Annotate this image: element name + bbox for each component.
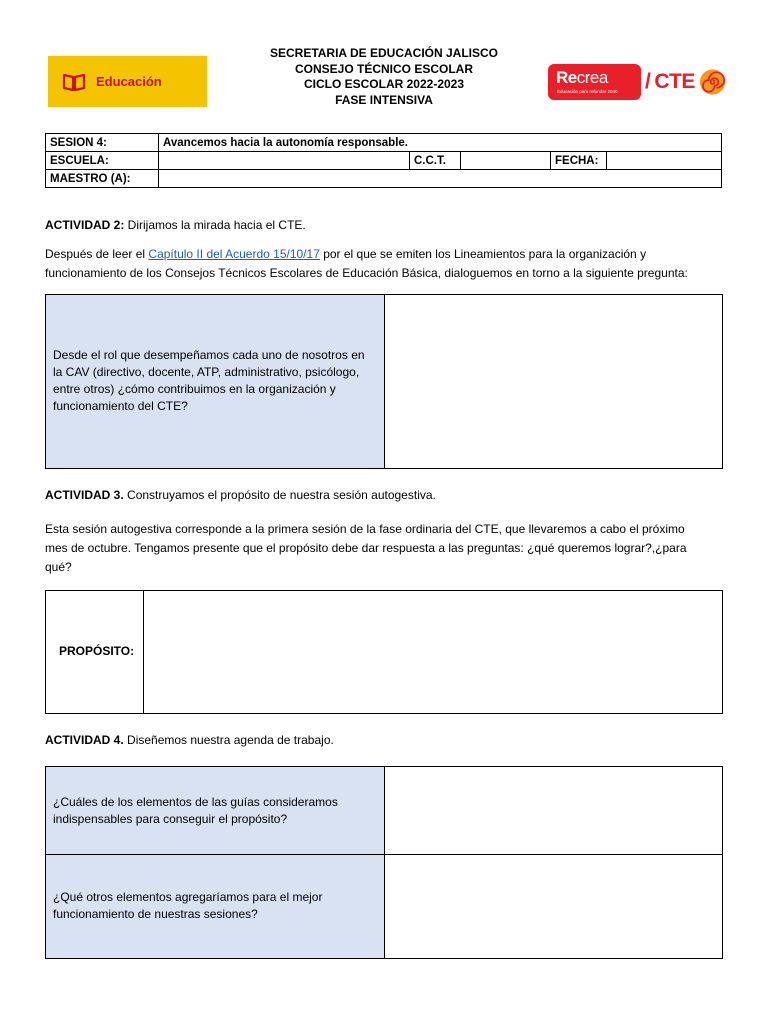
spiral-icon xyxy=(699,68,726,96)
header-title-line: FASE INTENSIVA xyxy=(335,92,433,107)
maestro-field[interactable] xyxy=(159,170,722,188)
agenda-table xyxy=(45,766,723,959)
sesion-value: Avancemos hacia la autonomía responsable. xyxy=(159,134,722,152)
fecha-label: FECHA: xyxy=(551,152,607,170)
recrea-cte-logo xyxy=(548,62,726,102)
recrea-word: Recrea xyxy=(556,68,608,87)
proposito-box xyxy=(45,590,723,714)
session-info-table xyxy=(45,133,722,188)
header-title-line: SECRETARIA DE EDUCACIÓN JALISCO xyxy=(269,46,499,60)
agenda-question-2: ¿Qué otros elementos agregaríamos para el mejor funcionamiento de nuestras sesiones? xyxy=(53,890,323,921)
agenda-answer-2-field[interactable] xyxy=(385,855,722,958)
actividad-2-intro xyxy=(45,245,725,283)
actividad-2-question: Desde el rol que desempeñamos cada uno de nosotros en la CAV (directivo, docente, ATP, administrativo, psicólogo, entre otros) ¿cómo contribuimos en la organización y funcionamiento del CTE? xyxy=(53,348,365,413)
proposito-field[interactable] xyxy=(144,591,722,713)
actividad-4-title: ACTIVIDAD 4. Diseñemos nuestra agenda de trabajo. xyxy=(45,733,334,747)
acuerdo-link[interactable]: Capítulo II del Acuerdo 15/10/17 xyxy=(148,247,320,261)
actividad-3-title: ACTIVIDAD 3. Construyamos el propósito de nuestra sesión autogestiva. xyxy=(45,488,436,502)
maestro-label: MAESTRO (A): xyxy=(46,170,159,188)
fecha-field[interactable] xyxy=(607,152,722,170)
cct-field[interactable] xyxy=(461,152,551,170)
educacion-logo xyxy=(48,56,207,107)
actividad-3-body: Esta sesión autogestiva corresponde a la primera sesión de la fase ordinaria del CTE, que llevaremos a cabo el próximo mes de octubre. Tengamos presente que el propósito debe dar respuesta a las preguntas: ¿qué queremos lograr?,¿para qué? xyxy=(45,522,687,574)
escuela-label: ESCUELA: xyxy=(46,152,159,170)
header-title xyxy=(230,46,538,108)
cte-word: CTE xyxy=(654,70,695,93)
intro-line: funcionamiento de los Consejos Técnicos Escolares de Educación Básica, dialoguemos en torno a la siguiente pregunta: xyxy=(45,266,688,280)
sesion-label: SESION 4: xyxy=(46,134,159,152)
actividad-2-box xyxy=(45,294,723,469)
cte-separator: / xyxy=(645,70,651,93)
agenda-question-1: ¿Cuáles de los elementos de las guías consideramos indispensables para conseguir el propósito? xyxy=(53,795,338,826)
table-row xyxy=(46,152,722,170)
intro-line: Después de leer el Capítulo II del Acuerdo 15/10/17 por el que se emiten los Lineamientos para la organización y xyxy=(45,247,647,261)
table-row xyxy=(46,170,722,188)
actividad-2-title: ACTIVIDAD 2: Dirijamos la mirada hacia el CTE. xyxy=(45,218,306,232)
agenda-answer-1-field[interactable] xyxy=(385,767,722,854)
cct-label: C.C.T. xyxy=(410,152,461,170)
educacion-logo-text: Educación xyxy=(96,74,162,89)
header-title-line: CONSEJO TÉCNICO ESCOLAR xyxy=(294,61,474,76)
proposito-label: PROPÓSITO: xyxy=(59,644,135,658)
recrea-subtitle: Educación para refundar 2040 xyxy=(557,89,618,94)
actividad-2-answer-field[interactable] xyxy=(385,295,722,468)
open-book-icon xyxy=(62,72,86,92)
escuela-field[interactable] xyxy=(159,152,410,170)
table-row xyxy=(46,134,722,152)
recrea-badge xyxy=(548,64,641,100)
header-title-line: CICLO ESCOLAR 2022-2023 xyxy=(303,77,465,91)
